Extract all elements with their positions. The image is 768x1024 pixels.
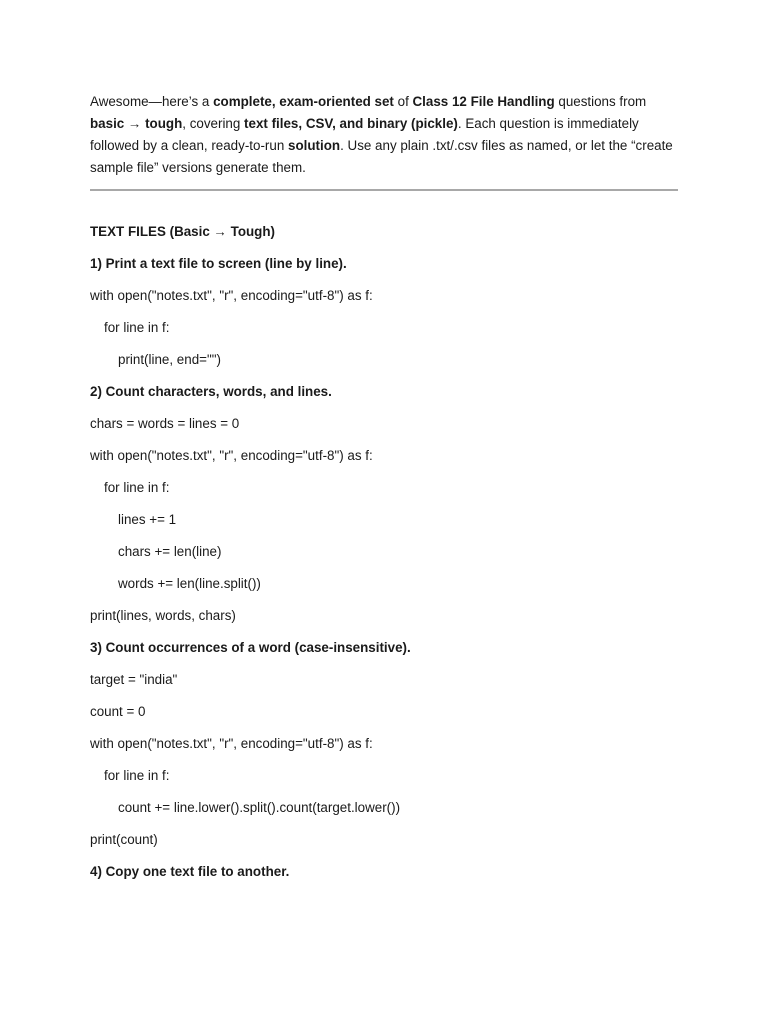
question-4-title: 4) Copy one text file to another. [90, 864, 290, 879]
horizontal-rule [90, 189, 678, 191]
code-line: print(lines, words, chars) [90, 608, 236, 623]
code-line: for line in f: [104, 768, 170, 783]
code-line: print(line, end="") [118, 352, 221, 367]
code-line: count += line.lower().split().count(target.lower()) [118, 800, 401, 815]
code-line: chars += len(line) [118, 544, 222, 559]
intro-text: . Each question is immediately followed by a clean, ready-to-run [90, 116, 639, 153]
code-line: chars = words = lines = 0 [90, 416, 240, 431]
code-line: lines += 1 [118, 512, 177, 527]
code-line: with open("notes.txt", "r", encoding="utf-8") as f: [90, 736, 373, 751]
intro-bold: basic → tough [90, 116, 183, 131]
intro-bold: Class 12 File Handling [412, 94, 555, 109]
section-heading: TEXT FILES (Basic → Tough) [90, 224, 275, 239]
intro-text: of [393, 94, 413, 109]
intro-text: Awesome—here’s a [90, 94, 214, 109]
code-line: with open("notes.txt", "r", encoding="utf-8") as f: [90, 448, 373, 463]
code-line: target = "india" [90, 672, 178, 687]
code-line: for line in f: [104, 480, 170, 495]
question-1-title: 1) Print a text file to screen (line by line). [90, 256, 347, 271]
intro-text: questions from [554, 94, 647, 109]
intro-text: , covering [182, 116, 245, 131]
intro-bold: text files, CSV, and binary (pickle) [244, 116, 458, 131]
intro-bold: solution [288, 138, 341, 153]
intro-paragraph [90, 91, 680, 179]
intro-bold: complete, exam-oriented set [213, 94, 394, 109]
question-2-title: 2) Count characters, words, and lines. [90, 384, 332, 399]
code-line: with open("notes.txt", "r", encoding="utf-8") as f: [90, 288, 373, 303]
intro-text: . Use any plain .txt/.csv files as named, or let the “create sample file” versions generate them. [90, 138, 673, 175]
question-3-title: 3) Count occurrences of a word (case-insensitive). [90, 640, 411, 655]
code-line: count = 0 [90, 704, 146, 719]
code-line: print(count) [90, 832, 158, 847]
code-line: words += len(line.split()) [118, 576, 261, 591]
code-line: for line in f: [104, 320, 170, 335]
